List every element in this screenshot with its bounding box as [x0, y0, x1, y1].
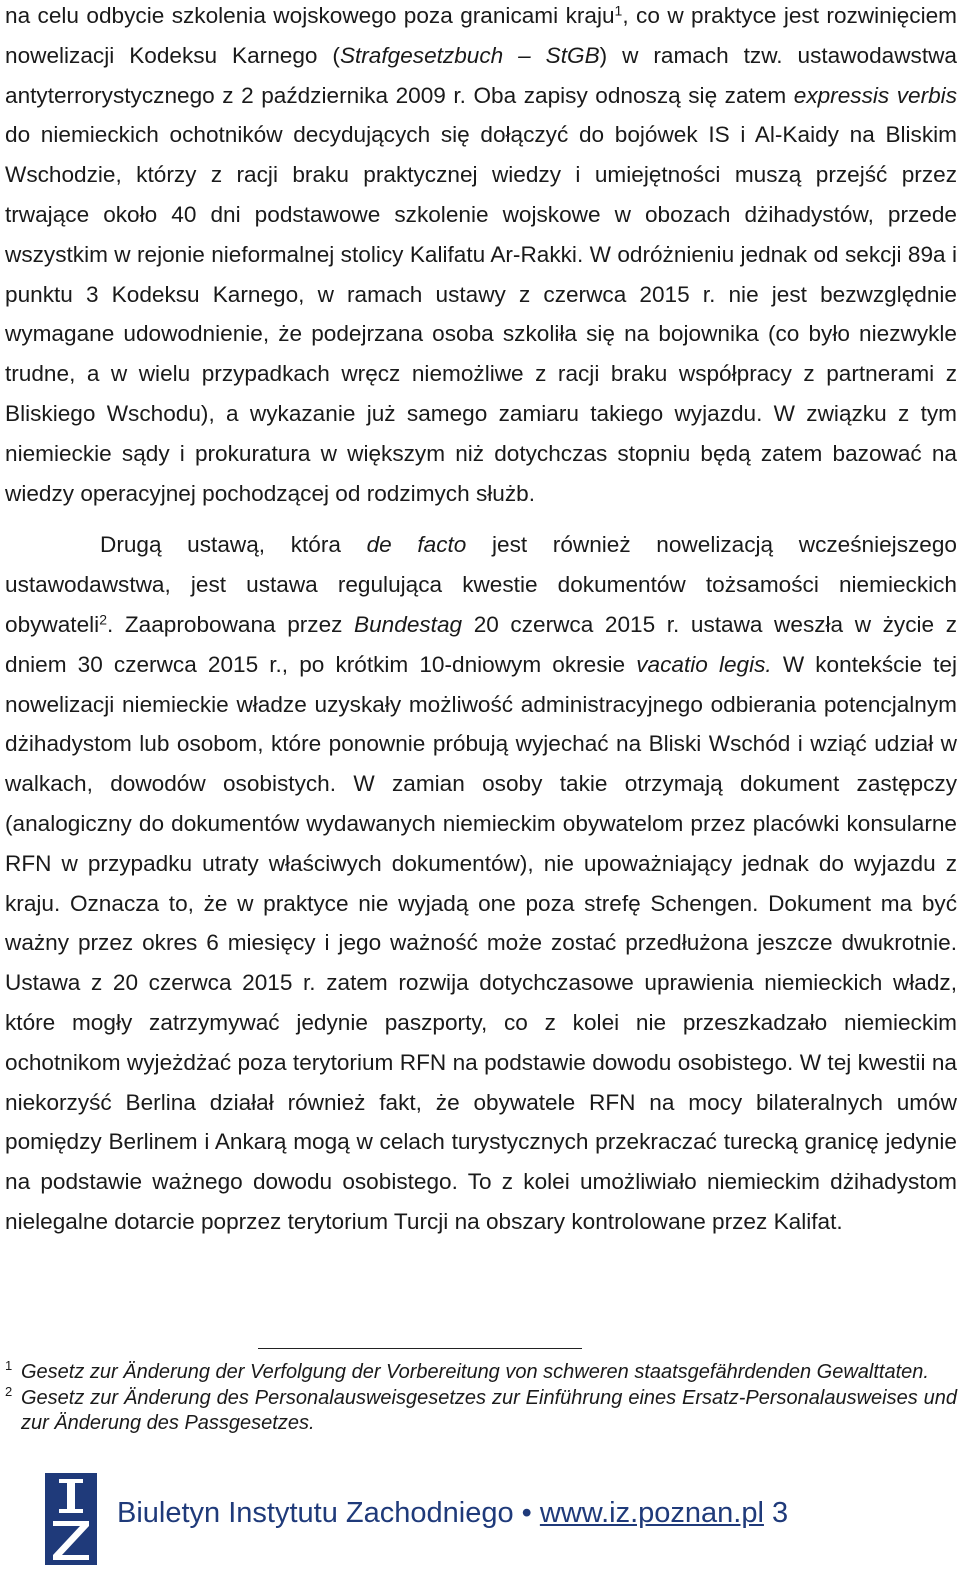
page-number: 3: [772, 1497, 789, 1529]
text-run: Drugą ustawą, która: [100, 532, 367, 558]
page-footer: [45, 1470, 945, 1565]
italic-phrase: de facto: [366, 532, 467, 558]
text-run: jest również nowelizacją wcześniejszego ustawodawstwa, jest ustawa regulująca kwestie dokumentów tożsamości niemieckich obywateli: [5, 532, 957, 637]
footnote-reference: 2: [99, 611, 107, 628]
body-paragraph-2: [5, 525, 957, 1241]
body-paragraph-1: [5, 0, 957, 513]
italic-phrase: Strafgesetzbuch – StGB: [339, 42, 600, 68]
bullet-separator: •: [521, 1497, 532, 1529]
text-run: do niemieckich ochotników decydujących się dołączyć do bojówek IS i Al-Kaidy na Bliskim Wschodzie, którzy z racji braku praktycznej wiedzy i umiejętności muszą przejść przez trwające około 40 dni podstawowe szkolenie wojskowe w obozach dżihadystów, przede wszystkim w rejonie nieformalnej stolicy Kalifatu Ar-Rakki. W odróżnieniu jednak od sekcji 89a i punktu 3 Kodeksu Karnego, w ramach ustawy z czerwca 2015 r. nie jest bezwzględnie wymagane udowodnienie, że podejrzana osoba szkoliła się na bojownika (co było niezwykle trudne, a w wielu przypadkach wręcz niemożliwe z racji braku współpracy z partnerami z Bliskiego Wschodu), a wykazanie już samego zamiaru takiego wyjazdu. W związku z tym niemieckie sądy i prokuratura w większym niż dotychczas stopniu będą zatem bazować na wiedzy operacyjnej pochodzącej od rodzimych służb.: [5, 122, 957, 506]
footnote-2-number: 2: [5, 1383, 13, 1399]
footnotes: [5, 1360, 957, 1437]
text-run: , co w praktyce jest rozwinięciem nowelizacji Kodeksu Karnego (: [5, 3, 958, 68]
document-page: [5, 0, 957, 1242]
text-run: na celu odbycie szkolenia wojskowego poza granicami kraju: [5, 3, 615, 28]
website-link[interactable]: www.iz.poznan.pl: [539, 1497, 764, 1529]
footnote-2: [5, 1383, 957, 1437]
text-run: ) w ramach tzw. ustawodawstwa antyterrorystycznego z 2 października 2009 r. Oba zapisy odnoszą się zatem: [5, 42, 957, 108]
footnote-1-text: Gesetz zur Änderung der Verfolgung der Vorbereitung von schweren staatsgefährdenden Gewalttaten.: [21, 1361, 929, 1383]
footnote-reference: 1: [614, 2, 623, 19]
footnote-1: [5, 1360, 957, 1386]
footnote-2-text: Gesetz zur Änderung des Personalausweisgesetzes zur Einführung eines Ersatz-Personalausweises und zur Änderung des Passgesetzes.: [21, 1386, 957, 1434]
text-run: W kontekście tej nowelizacji niemieckie władze uzyskały możliwość administracyjnego odbierania potencjalnym dżihadystom lub osobom, które ponownie próbują wyjechać na Bliski Wschód i wziąć udział w walkach, dowodów osobistych. W zamian osoby takie otrzymają dokument zastępczy (analogiczny do dokumentów wydawanych niemieckim obywatelom przez placówki konsularne RFN w przypadku utraty właściwych dokumentów), nie upoważniający jednak do wyjazdu z kraju. Oznacza to, że w praktyce nie wyjadą one poza strefę Schengen. Dokument ma być ważny przez okres 6 miesięcy i jego ważność może zostać przedłużona jeszcze dwukrotnie. Ustawa z 20 czerwca 2015 r. zatem rozwija dotychczasowe uprawienia niemieckich władz, które mogły zatrzymywać jedynie paszporty, co z kolei nie przeszkadzało niemieckim ochotnikom wyjeżdżać poza terytorium RFN na podstawie dowodu osobistego. W tej kwestii na niekorzyść Berlina działał również fakt, że obywatele RFN na mocy bilateralnych umów pomiędzy Berlinem i Ankarą mogą w celach turystycznych przekraczać turecką granicę jedynie na podstawie ważnego dowodu osobistego. To z kolei umożliwiało niemieckim dżihadystom nielegalne dotarcie poprzez terytorium Turcji na obszary kontrolowane przez Kalifat.: [5, 651, 957, 1234]
italic-phrase: expressis verbis: [793, 82, 957, 108]
footnote-separator: [258, 1348, 582, 1349]
text-run: . Zaaprobowana przez: [107, 611, 355, 637]
italic-phrase: Bundestag: [354, 611, 463, 637]
institute-logo: [45, 1473, 97, 1565]
footer-caption: [117, 1497, 788, 1530]
footnote-1-number: 1: [5, 1358, 13, 1373]
italic-phrase: vacatio legis.: [636, 651, 772, 677]
publication-name: Biuletyn Instytutu Zachodniego: [117, 1497, 514, 1529]
text-run: 20 czerwca 2015 r. ustawa weszła w życie z dniem 30 czerwca 2015 r., po krótkim 10-dniowym okresie: [5, 611, 957, 677]
